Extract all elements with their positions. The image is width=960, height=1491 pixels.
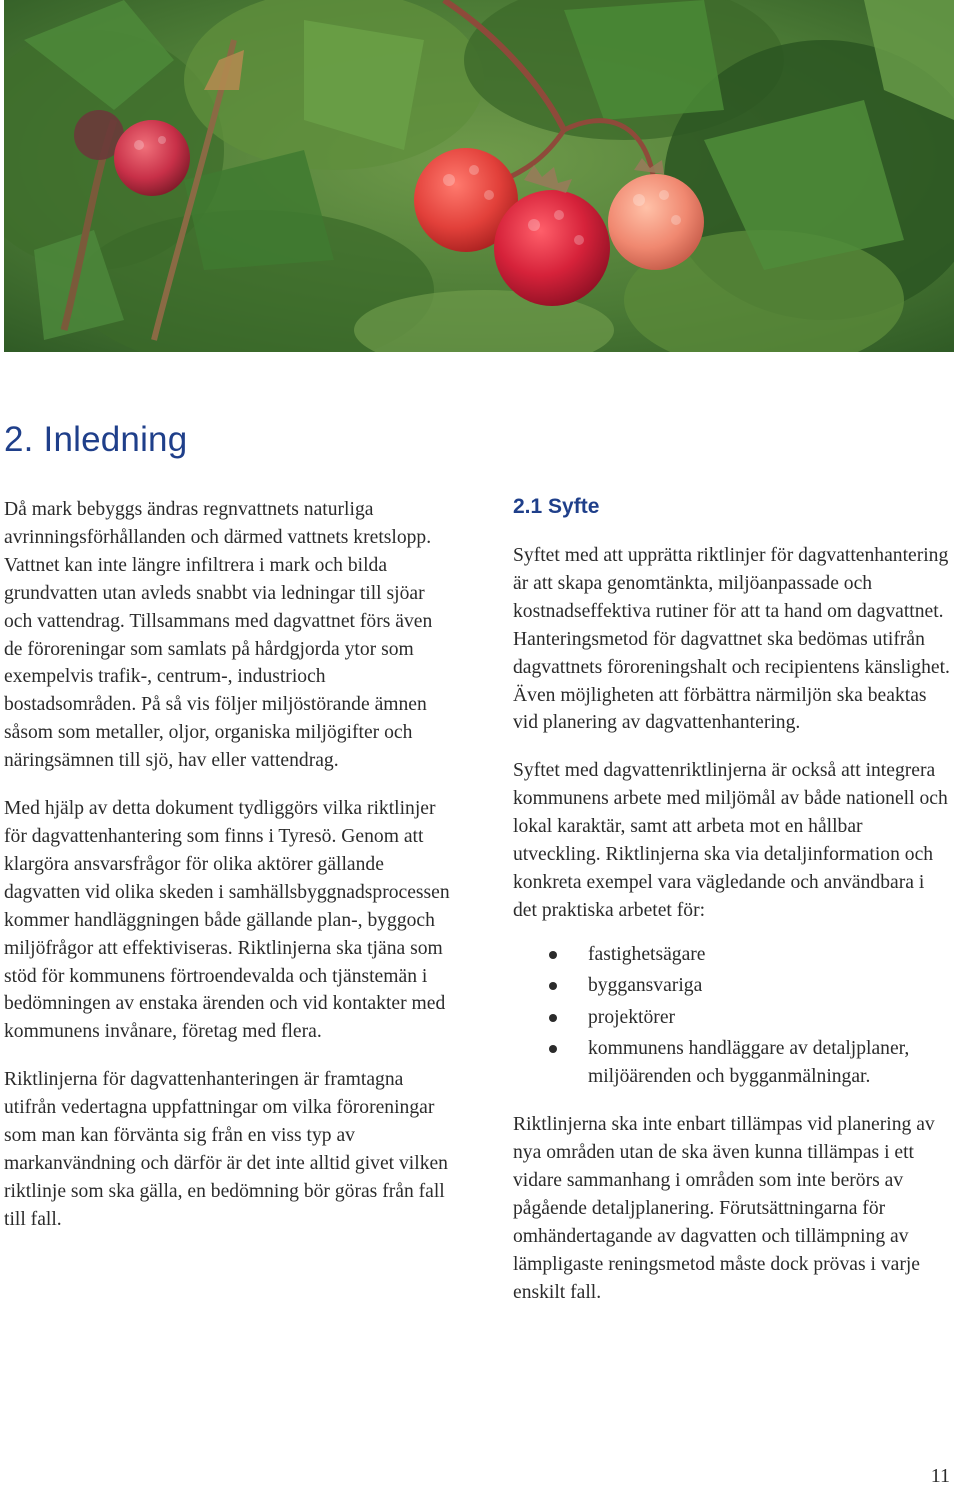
intro-paragraph-3: Riktlinjerna för dagvattenhanteringen är framtagna utifrån vedertagna uppfattningar om vilka föroreningar som man kan förvänta sig från en viss typ av markanvändning och därför är det inte alltid givet vilken riktlinje som ska gälla, en bedömning bör göras från fall till fall. [4, 1069, 448, 1230]
purpose-paragraph-2: Syftet med dagvattenriktlinjerna är också att integrera kommunens arbete med miljömål av både nationell och lokal karaktär, samt att arbeta mot en hållbar utveckling. Riktlinjerna ska via detaljinformation och konkreta exempel vara vägledande och användbara i det praktiska arbetet för: [513, 760, 948, 921]
audience-list [513, 941, 953, 1092]
list-item-text: fastighetsägare [588, 943, 706, 965]
section-heading: 2. Inledning [4, 420, 188, 459]
list-item-text: projektörer [588, 1006, 676, 1028]
list-item [513, 972, 953, 1000]
subsection-heading: 2.1 Syfte [513, 495, 600, 518]
list-item [513, 941, 953, 969]
bullet-icon [549, 951, 557, 959]
bullet-icon [549, 1045, 557, 1053]
bullet-icon [549, 1014, 557, 1022]
raspberry-photo [4, 0, 954, 352]
list-item-text: byggansvariga [588, 975, 703, 997]
left-column [4, 496, 454, 1254]
list-item-text: kommunens handläggare av detaljplaner, miljöärenden och bygganmälningar. [588, 1038, 910, 1088]
intro-paragraph-1: Då mark bebyggs ändras regnvattnets naturliga avrinningsförhållanden och därmed vattnets kretslopp. Vattnet kan inte längre infiltrera i mark och bilda grundvatten utan avleds snabbt via ledningar till sjöar och vattendrag. Tillsammans med dagvattnet förs även de föroreningar som samlats på hårdgjorda ytor som exempelvis trafik-, centrum-, industrioch bostadsområden. På så vis följer miljöstörande ämnen såsom som metaller, oljor, organiska miljögifter och näringsämnen till sjö, hav eller vattendrag. [4, 499, 433, 772]
purpose-paragraph-1: Syftet med att upprätta riktlinjer för dagvattenhantering är att skapa genomtänkta, miljöanpassade och kostnadseffektiva rutiner för att ta hand om dagvattnet. Hanteringsmetod för dagvattnet ska bedömas utifrån dagvattnets föroreningshalt och recipientens känslighet. Även möjligheten att förbättra närmiljön ska beaktas vid planering av dagvattenhantering. [513, 545, 950, 734]
page-number: 11 [930, 1465, 950, 1487]
bullet-icon [549, 982, 557, 990]
list-item [513, 1004, 953, 1032]
closing-paragraph: Riktlinjerna ska inte enbart tillämpas vid planering av nya områden utan de ska även kunna tillämpas i ett vidare sammanhang i områden som inte berörs av pågående detaljplanering. Förutsättningarna för omhändertagande av dagvatten och tillämpning av lämpligaste reningsmetod måste dock prövas i varje enskilt fall. [513, 1114, 935, 1303]
list-item [513, 1035, 953, 1091]
intro-paragraph-2: Med hjälp av detta dokument tydliggörs vilka riktlinjer för dagvattenhantering som finns i Tyresö. Genom att klargöra ansvarsfrågor för olika aktörer gällande dagvatten vid olika skeden i samhällsbyggnadsprocessen kommer handläggningen både gällande plan-, byggoch miljöfrågor att effektiviseras. Riktlinjerna ska tjäna som stöd för kommunens förtroendevalda och tjänstemän i bedömningen av enstaka ärenden och vid kontakter med kommunens invånare, företag med flera. [4, 798, 450, 1043]
right-column [513, 492, 953, 1327]
